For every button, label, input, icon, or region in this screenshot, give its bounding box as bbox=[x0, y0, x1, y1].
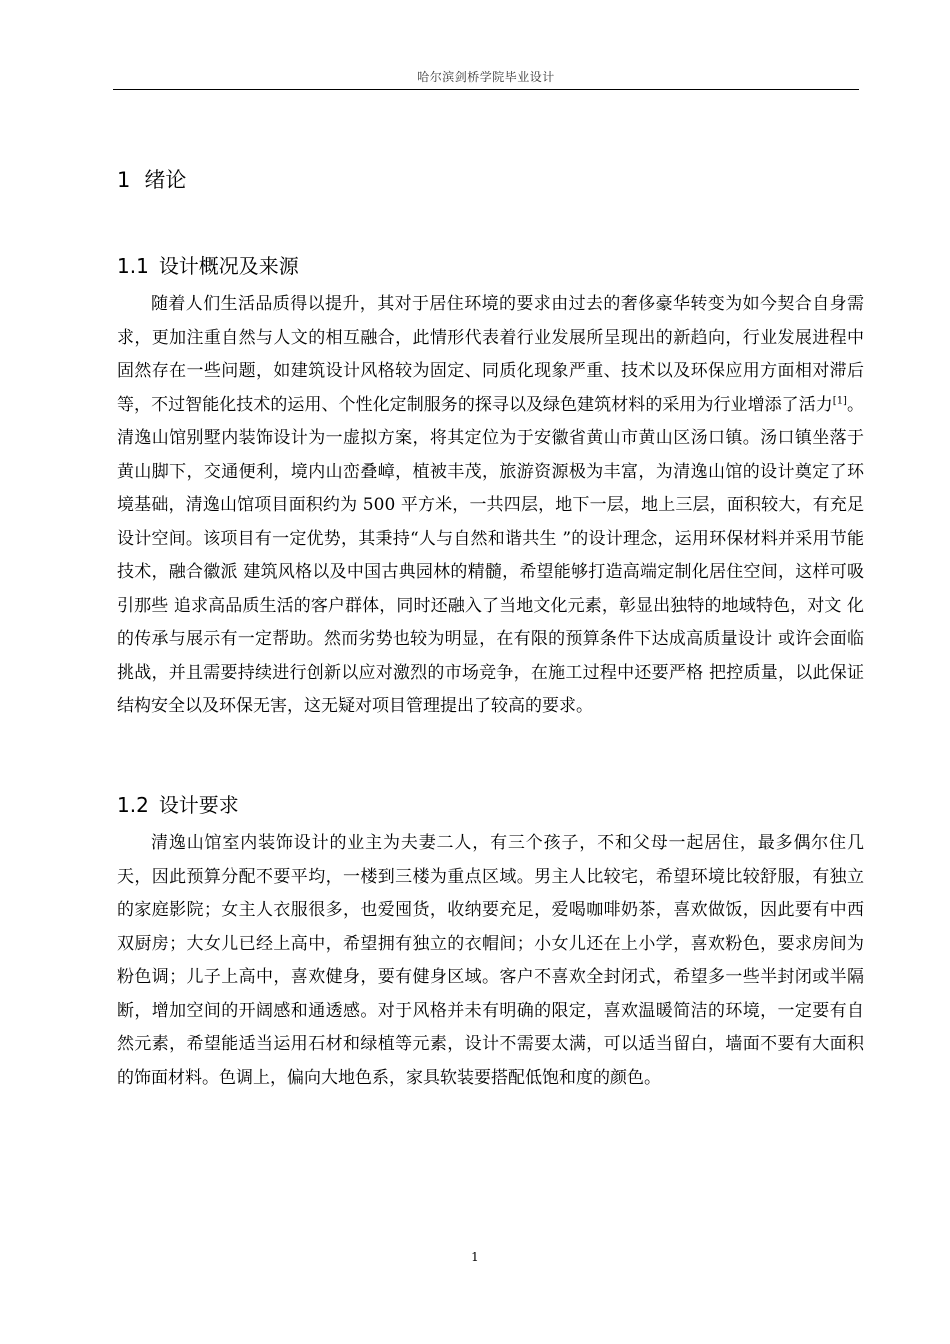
header-rule bbox=[113, 89, 859, 90]
chapter-number: 1 bbox=[117, 168, 131, 192]
paragraph-text: 随着人们生活品质得以提升，其对于居住环境的要求由过去的奢侈豪华转变为如今契合自身需求，更加注重自然与人文的相互融合，此情形代表着行业发展所呈现出的新趋向，行业发展进程中固然存在一些问题，如建筑设计风格较为固定、同质化现象严重、技术以及环保应用方面相对滞后等，不过智能化技术的运用、个性化定制服务的探寻以及绿色建筑材料的采用为行业增添了活力 bbox=[117, 294, 864, 415]
section-title-text: 设计概况及来源 bbox=[158, 254, 299, 278]
page-number: 1 bbox=[471, 1250, 479, 1264]
section-1-1-paragraph bbox=[117, 288, 864, 724]
running-header: 哈尔滨剑桥学院毕业设计 bbox=[417, 70, 555, 84]
section-1-2-paragraph: 清逸山馆室内装饰设计的业主为夫妻二人，有三个孩子，不和父母一起居住，最多偶尔住几天，因此预算分配不要平均，一楼到三楼为重点区域。男主人比较宅，希望环境比较舒服，有独立的家庭影院；女主人衣服很多，也爱囤货，收纳要充足，爱喝咖啡奶茶，喜欢做饭，因此要有中西双厨房；大女儿已经上高中，希望拥有独立的衣帽间；小女儿还在上小学，喜欢粉色，要求房间为粉色调；儿子上高中，喜欢健身，要有健身区域。客户不喜欢全封闭式，希望多一些半封闭或半隔断，增加空间的开阔感和通透感。对于风格并未有明确的限定，喜欢温暖简洁的环境，一定要有自然元素，希望能适当运用石材和绿植等元素，设计不需要太满，可以适当留白，墙面不要有大面积的饰面材料。色调上，偏向大地色系，家具软装要搭配低饱和度的颜色。 bbox=[117, 833, 864, 1088]
citation-ref: [1] bbox=[832, 394, 847, 406]
paragraph-text: 。清逸山馆别墅内装饰设计为一虚拟方案，将其定位为于安徽省黄山市黄山区汤口镇。汤口镇坐落于黄山脚下，交通便利，境内山峦叠嶂，植被丰茂，旅游资源极为丰富，为清逸山馆的设计奠定了环境基础，清逸山馆项目面积约为 500 平方米，一共四层，地下一层，地上三层，面积较大，有充足设计空间。该项目有一定优势，其秉持“人与自然和谐共生 ”的设计理念，运用环保材料并采用节能技术，融合徽派 建筑风格以及中国古典园林的精髓，希望能够打造高端定制化居住空间，这样可吸引那些 追求高品质生活的客户群体，同时还融入了当地文化元素，彰显出独特的地域特色，对文 化的传承与展示有一定帮助。然而劣势也较为明显，在有限的预算条件下达成高质量设计 或许会面临挑战，并且需要持续进行创新以应对激烈的市场竞争，在施工过程中还要严格 把控质量，以此保证结构安全以及环保无害，这无疑对项目管理提出了较高的要求。 bbox=[117, 394, 865, 716]
section-title-1-1 bbox=[117, 250, 299, 279]
section-title-1-2 bbox=[117, 789, 239, 818]
section-number: 1.1 bbox=[117, 254, 149, 278]
chapter-title bbox=[117, 164, 186, 194]
section-number: 1.2 bbox=[117, 793, 149, 817]
chapter-title-text: 绪论 bbox=[144, 168, 187, 192]
section-title-text: 设计要求 bbox=[158, 793, 239, 817]
